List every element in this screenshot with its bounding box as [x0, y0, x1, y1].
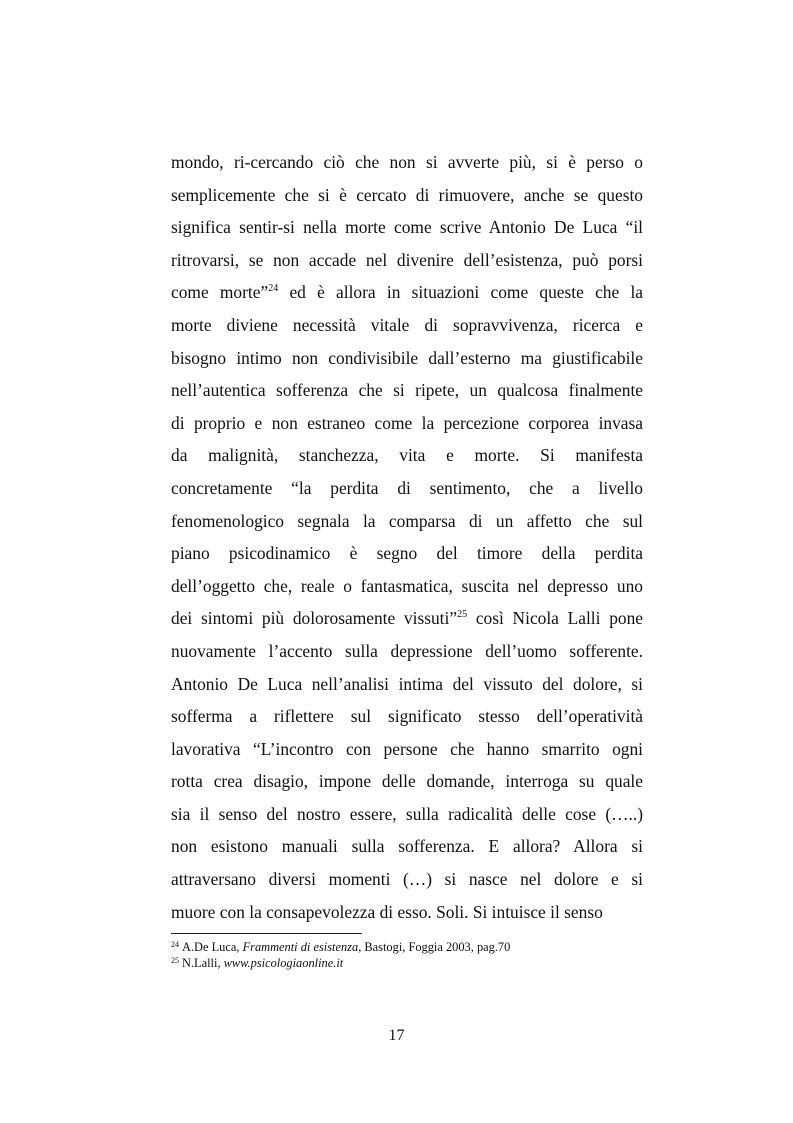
text-line: sia il senso del nostro essere, sulla radicalità delle cose (…..): [171, 803, 643, 824]
text-line: da malignità, stanchezza, vita e morte. Si manifesta: [171, 445, 643, 466]
text-line: rotta crea disagio, impone delle domande, interroga su quale: [171, 771, 643, 792]
text-fragment: ed è allora in situazioni come queste che la: [289, 282, 643, 303]
footnote-number: 24: [171, 940, 179, 949]
text-fragment: come morte”: [171, 282, 269, 303]
text-line: dell’oggetto che, reale o fantasmatica, suscita nel depresso uno: [171, 575, 643, 596]
text-line: sofferma a riflettere sul significato stesso dell’operatività: [171, 706, 643, 727]
text-line: non esistono manuali sulla sofferenza. E allora? Allora si: [171, 836, 643, 857]
footnote: [171, 955, 643, 971]
text-fragment: dei sintomi più dolorosamente vissuti”: [171, 608, 458, 629]
footnote: [171, 939, 643, 955]
text-line: di proprio e non estraneo come la percezione corporea invasa: [171, 412, 643, 433]
footnote-number: 25: [171, 956, 179, 965]
body-text: [171, 146, 643, 928]
text-line: semplicemente che si è cercato di rimuovere, anche se questo: [171, 184, 643, 205]
footnote-author: N.Lalli,: [182, 956, 221, 970]
text-line: piano psicodinamico è segno del timore della perdita: [171, 543, 643, 564]
text-line: lavorativa “L’incontro con persone che hanno smarrito ogni: [171, 738, 643, 759]
footnote-details: , Bastogi, Foggia 2003, pag.70: [358, 940, 511, 954]
footnote-author: A.De Luca,: [182, 940, 240, 954]
text-line: Antonio De Luca nell’analisi intima del vissuto del dolore, si: [171, 673, 643, 694]
text-fragment: così Nicola Lalli pone: [475, 608, 643, 629]
text-line: [171, 602, 643, 635]
text-line: [171, 276, 643, 309]
text-line: attraversano diversi momenti (…) si nasce nel dolore e si: [171, 869, 643, 890]
footnote-reference[interactable]: 24: [268, 283, 279, 295]
text-line: bisogno intimo non condivisibile dall’esterno ma giustificabile: [171, 347, 643, 368]
text-line: mondo, ri-cercando ciò che non si avverte più, si è perso o: [171, 152, 643, 172]
footnote-reference[interactable]: 25: [457, 609, 468, 621]
footnotes: [171, 939, 643, 971]
text-line: nell’autentica sofferenza che si ripete, un qualcosa finalmente: [171, 380, 643, 401]
text-line: nuovamente l’accento sulla depressione dell’uomo sofferente.: [171, 640, 643, 661]
text-line: concretamente “la perdita di sentimento, che a livello: [171, 477, 643, 498]
text-line: fenomenologico segnala la comparsa di un affetto che sul: [171, 510, 643, 531]
footnote-title: Frammenti di esistenza: [242, 940, 359, 954]
text-line: significa sentir-si nella morte come scrive Antonio De Luca “il: [171, 217, 643, 238]
page-number: 17: [388, 1027, 405, 1044]
text-line: morte diviene necessità vitale di sopravvivenza, ricerca e: [171, 314, 643, 335]
footnote-divider: [171, 933, 362, 934]
text-line: ritrovarsi, se non accade nel divenire dell’esistenza, può porsi: [171, 249, 643, 270]
footnote-link[interactable]: www.psicologiaonline.it: [223, 956, 344, 970]
text-line: muore con la consapevolezza di esso. Soli. Si intuisce il senso: [171, 901, 603, 922]
